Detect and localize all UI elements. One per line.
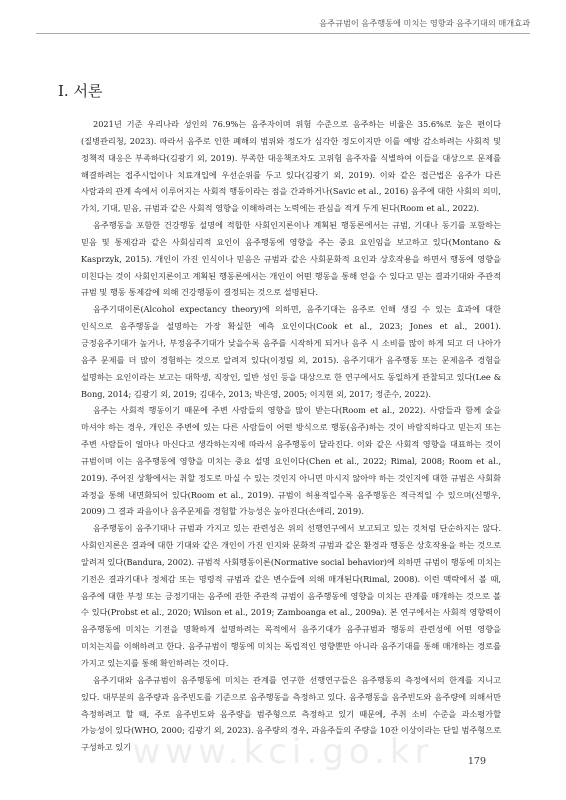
header-divider: [36, 33, 530, 34]
paragraph-1: 2021년 기준 우리나라 성인의 76.9%는 음주자이며 위험 수준으로 음주하는 비율은 35.6%로 높은 편이다(질병관리청, 2023). 따라서 음주로 인한 폐해의 범위와 정도가 심각한 정도이지만 이를 예방 감소하려는 사회적 및 정책적 대응은 부족하다(김광기 외, 2019). 부족한 대응책조차도 고위험 음주자를 식별하여 이들을 대상으로 문제를 해결하려는 접주시업이나 치료개입에 우선순위를 두고 있다(김광기 외, 2019). 이와 같은 접근법은 음주가 다른 사람과의 관계 속에서 이루어지는 사회적 행동이라는 점을 간과하거나(Savic et al., 2016) 음주에 대한 사회의 의미, 가치, 기대, 믿음, 규범과 같은 사회적 영향을 이해하려는 노력에는 관심을 적게 두게 된다(Room et al., 2022).: [81, 119, 501, 214]
paragraph-3: 음주기대이론(Alcohol expectancy theory)에 의하면, 음주기대는 음주로 인해 생길 수 있는 효과에 대한 인식으로 음주행동을 설명하는 가장 확실한 예측 요인이다(Cook et al., 2023; Jones et al., 2001). 긍정음주기대가 높거나, 부정음주기대가 낮을수록 음주를 시작하게 되거나 음주 시 소비를 많이 하게 되고 더 나아가 음주 문제를 더 많이 경험하는 것으로 알려져 있다(이정림 외, 2015). 음주기대가 음주행동 또는 문제음주 경험을 설명하는 요인이라는 보고는 대학생, 직장인, 일반 성인 등을 대상으로 한 연구에서도 동일하게 관찰되고 있다(Lee & Bong, 2014; 김광기 외, 2019; 김대수, 2013; 박은영, 2005; 이지현 외, 2017; 정준수, 2022).: [81, 304, 501, 399]
page-number: 179: [467, 756, 486, 767]
watermark: www.kci.go.kr: [132, 732, 434, 772]
body-text: [81, 116, 501, 756]
paragraph-2: 음주행동을 포함한 건강행동 설명에 적합한 사회인지론이나 계획된 행동론에서는 규범, 기대나 동기를 포함하는 믿음 및 통제감과 같은 사회심리적 요인이 음주행동에 영향을 주는 중요 요인임을 보고하고 있다(Montano & Kasprzyk, 2015). 개인이 가진 인식이나 믿음은 규범과 같은 사회문화적 요인과 상호작용을 하면서 행동에 영향을 미친다는 것이 사회인지론이고 계획된 행동론에서는 개인이 어떤 행동을 통해 얻을 수 있다고 믿는 결과기대와 주관적 규범 및 행동 통제감에 의해 건강행동이 결정되는 것으로 설명된다.: [81, 220, 501, 298]
section-title: Ⅰ. 서론: [58, 82, 103, 101]
paragraph-5: 음주행동이 음주기대나 규범과 가지고 있는 관련성은 위의 선행연구에서 보고되고 있는 것처럼 단순하지는 않다. 사회인지론은 결과에 대한 기대와 같은 개인이 가진 인지와 문화적 규범과 같은 환경과 행동은 상호작용을 하는 것으로 알려져 있다(Bandura, 2002). 규범적 사회행동이론(Normative social behavior)에 의하면 규범이 행동에 미치는 기전은 결과기대나 정체감 또는 명령적 규범과 같은 변수들에 의해 매개된다(Rimal, 2008). 이런 맥락에서 볼 때, 음주에 대한 부정 또는 긍정기대는 음주에 관한 주관적 규범이 음주행동에 영향을 미치는 관계를 매개하는 것으로 볼 수 있다(Probst et al., 2020; Wilson et al., 2019; Zamboanga et al., 2009a). 본 연구에서는 사회적 영향력이 음주행동에 미치는 기전을 명확하게 설명하려는 목적에서 음주기대가 음주규범과 행동의 관련성에 어떤 영향을 미치는지를 이해하려고 한다. 음주규범이 행동에 미치는 독립적인 영향뿐만 아니라 음주기대를 통해 매개하는 경로를 가지고 있는지를 통해 확인하려는 것이다.: [81, 523, 501, 668]
running-head: 음주규범이 음주행동에 미치는 영향과 음주기대의 매개효과: [319, 18, 530, 28]
paragraph-4: 음주는 사회적 행동이기 때문에 주변 사람들의 영향을 많이 받는다(Room et al., 2022). 사람들과 함께 술을 마셔야 하는 경우, 개인은 주변에 있는 다른 사람들이 어떤 방식으로 행동(음주)하는 것이 바람직하다고 믿는지 또는 주변 사람들이 얼마나 마신다고 생각하는지에 따라서 음주행동이 달라진다. 이와 같은 사회적 영향을 대표하는 것이 규범이며 이는 음주행동에 영향을 미치는 중요 설명 요인이다(Chen et al., 2022; Rimal, 2008; Room et al., 2019). 주어진 상황에서는 취할 정도로 마실 수 있는 것인지 아니면 마시지 않아야 하는 것인지에 대한 규범은 사회화 과정을 통해 내면화되어 있다(Room et al., 2019). 규범이 허용적일수록 음주행동은 적극적일 수 있으며(신행우, 2009) 그 결과 과음이나 음주문제를 경험할 가능성은 높아진다(손애리, 2019).: [81, 405, 501, 517]
paragraph-6: 음주기대와 음주규범이 음주행동에 미치는 관계를 연구한 선행연구들은 음주행동의 측정에서의 한계를 지니고 있다. 대부분의 음주량과 음주빈도를 기준으로 음주행동을 측정하고 있다. 음주행동을 음주빈도와 음주량에 의해서만 측정하려고 할 때, 주로 음주빈도와 음주량을 범주형으로 측정하고 있기 때문에, 주취 소비 수준을 과소평가할 가능성이 있다(WHO, 2000; 김광기 외, 2023). 음주량의 경우, 과음주들의 주량을 10잔 이상이라는 단일 범주형으로 구성하고 있기: [81, 674, 501, 753]
